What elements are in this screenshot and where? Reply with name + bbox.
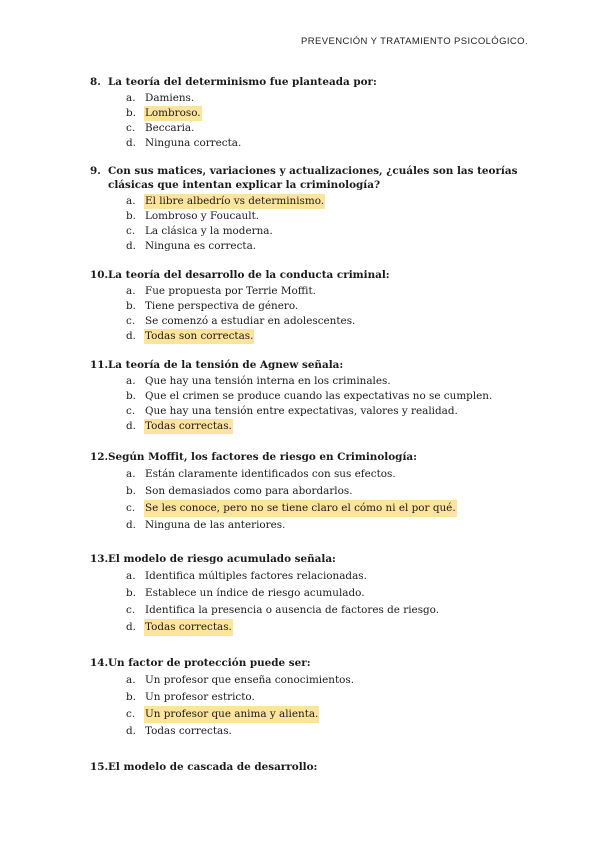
question-number: 8. bbox=[90, 76, 101, 88]
answer-option-d: d. Todas correctas. bbox=[126, 725, 232, 737]
answer-option-c: c. Identifica la presencia o ausencia de factores de riesgo. bbox=[126, 604, 440, 616]
question-number: 11. bbox=[90, 359, 109, 371]
question-number: 10. bbox=[90, 269, 109, 281]
answer-option-b: b. Establece un índice de riesgo acumulado. bbox=[126, 587, 365, 599]
question-11 bbox=[90, 358, 530, 434]
question-number: 15. bbox=[90, 761, 109, 773]
answer-option-a: a. Fue propuesta por Terrie Moffit. bbox=[126, 285, 316, 297]
answer-option-b: b. Un profesor estricto. bbox=[126, 691, 255, 703]
answer-option-a: a. El libre albedrío vs determinismo. bbox=[126, 195, 325, 207]
answer-option-b: b. Que el crimen se produce cuando las expectativas no se cumplen. bbox=[126, 390, 493, 402]
answer-option-d: d. Ninguna es correcta. bbox=[126, 240, 257, 252]
question-number: 12. bbox=[90, 451, 109, 463]
answer-option-d: d. Ninguna de las anteriores. bbox=[126, 519, 286, 531]
question-12 bbox=[90, 450, 530, 534]
answer-option-d: d. Todas correctas. bbox=[126, 420, 232, 432]
question-number: 14. bbox=[90, 657, 109, 669]
question-text: La teoría del desarrollo de la conducta criminal: bbox=[108, 269, 390, 281]
question-10 bbox=[90, 268, 530, 344]
page-header-title: PREVENCIÓN Y TRATAMIENTO PSICOLÓGICO. bbox=[300, 36, 528, 47]
answer-option-a: a. Damiens. bbox=[126, 92, 195, 104]
answer-option-d: d. Todas son correctas. bbox=[126, 330, 254, 342]
answer-option-c: c. Un profesor que anima y alienta. bbox=[126, 706, 530, 723]
question-text: La teoría del determinismo fue planteada por: bbox=[108, 76, 377, 88]
question-text: El modelo de riesgo acumulado señala: bbox=[108, 553, 336, 565]
answer-option-b: b. Tiene perspectiva de género. bbox=[126, 300, 299, 312]
answer-option-a: a. Están claramente identificados con sus efectos. bbox=[126, 468, 396, 480]
answer-option-a: a. Identifica múltiples factores relacionadas. bbox=[126, 570, 367, 582]
answer-option-b: b. Lombroso. bbox=[126, 107, 201, 119]
question-14 bbox=[90, 656, 530, 740]
question-number: 9. bbox=[90, 165, 101, 177]
answer-option-d: d. Ninguna correcta. bbox=[126, 137, 242, 149]
answer-option-b: b. Lombroso y Foucault. bbox=[126, 210, 260, 222]
answer-option-c: c. Se les conoce, pero no se tiene claro el cómo ni el por qué. bbox=[126, 500, 530, 517]
question-text: La teoría de la tensión de Agnew señala: bbox=[108, 359, 344, 371]
answer-option-b: b. Son demasiados como para abordarlos. bbox=[126, 485, 353, 497]
question-text: El modelo de cascada de desarrollo: bbox=[108, 761, 318, 773]
question-13 bbox=[90, 552, 530, 636]
question-15 bbox=[90, 760, 530, 774]
question-number: 13. bbox=[90, 553, 109, 565]
question-text: Según Moffit, los factores de riesgo en Criminología: bbox=[108, 451, 417, 463]
answer-option-c: c. Que hay una tensión entre expectativas, valores y realidad. bbox=[126, 405, 458, 417]
question-text: Con sus matices, variaciones y actualizaciones, ¿cuáles son las teorías clásicas que intentan explicar la criminología? bbox=[108, 165, 518, 191]
answer-option-c: c. Beccaria. bbox=[126, 122, 195, 134]
answer-option-d: d. Todas correctas. bbox=[126, 619, 530, 636]
question-9 bbox=[90, 164, 530, 254]
answer-option-a: a. Que hay una tensión interna en los criminales. bbox=[126, 375, 391, 387]
question-8 bbox=[90, 75, 530, 151]
answer-option-a: a. Un profesor que enseña conocimientos. bbox=[126, 674, 355, 686]
question-text: Un factor de protección puede ser: bbox=[108, 657, 311, 669]
answer-option-c: c. La clásica y la moderna. bbox=[126, 225, 273, 237]
answer-option-c: c. Se comenzó a estudiar en adolescentes. bbox=[126, 315, 356, 327]
